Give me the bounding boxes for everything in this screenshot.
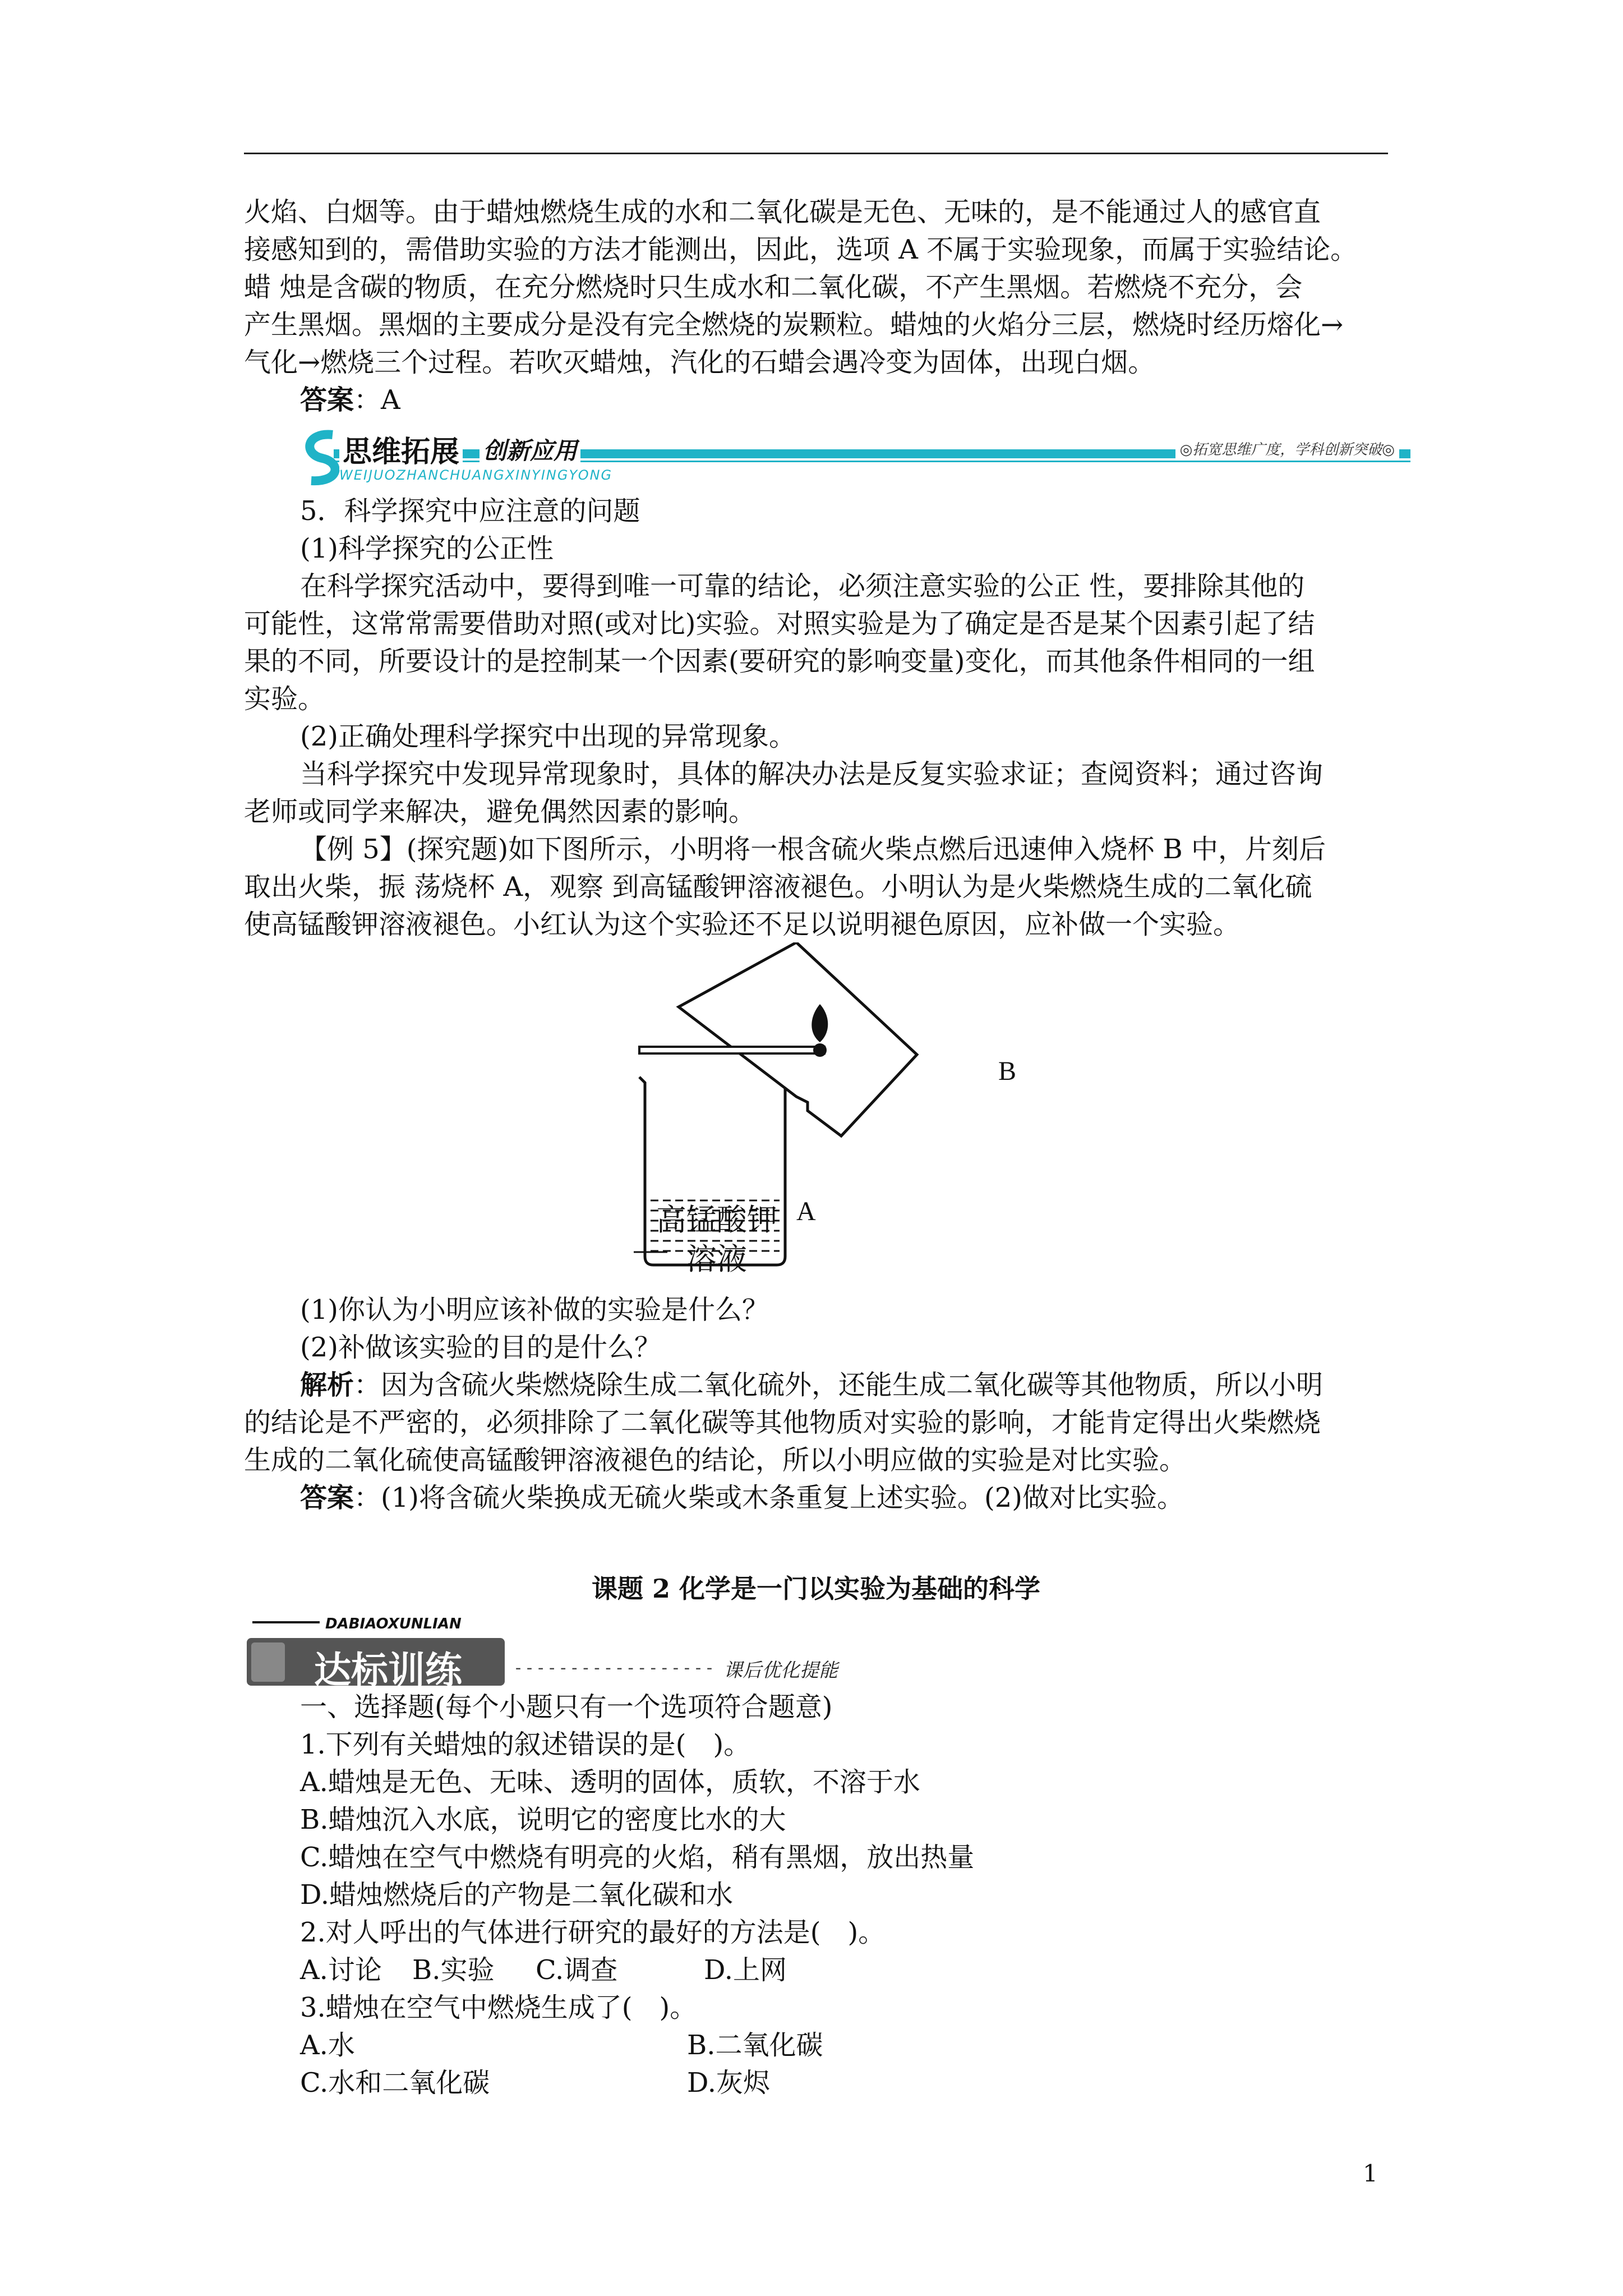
header-rule xyxy=(244,153,1388,154)
inverted-beaker-b xyxy=(679,942,917,1136)
option: D.灰烬 xyxy=(687,2067,771,2099)
text-line: 蜡 烛是含碳的物质，在充分燃烧时只生成水和二氧化碳，不产生黑烟。若燃烧不充分，会 xyxy=(244,272,1303,303)
answer-line xyxy=(244,381,1388,419)
text-line: 可能性，这常常需要借助对照(或对比)实验。对照实验是为了确定是否是某个因素引起了结 xyxy=(244,608,1315,639)
analysis-text: ：因为含硫火柴燃烧除生成二氧化硫外，还能生成二氧化碳等其他物质，所以小明 xyxy=(354,1369,1324,1401)
intro-paragraph xyxy=(244,194,1388,419)
option: D.上网 xyxy=(704,1954,787,1986)
text-line: 产生黑烟。黑烟的主要成分是没有完全燃烧的炭颗粒。蜡烛的火焰分三层，燃烧时经历熔化→ xyxy=(244,309,1344,341)
subheading: (1)科学探究的公正性 xyxy=(300,533,554,564)
page-number: 1 xyxy=(1363,2160,1378,2187)
practice-banner xyxy=(247,1616,920,1691)
match-stick xyxy=(639,1004,828,1057)
liquid-label xyxy=(656,1200,777,1279)
option: C.蜡烛在空气中燃烧有明亮的火焰，稍有黑烟，放出热量 xyxy=(300,1842,975,1873)
banner-title: 思维拓展 xyxy=(339,428,463,470)
option: A.蜡烛是无色、无味、透明的固体，质软，不溶于水 xyxy=(300,1766,920,1798)
example-5 xyxy=(244,831,1388,944)
answer-label: 答案 xyxy=(300,1482,354,1513)
answer-value: ：(1)将含硫火柴换成无硫火柴或木条重复上述实验。(2)做对比实验。 xyxy=(354,1482,1184,1513)
text-line: 的结论是不严密的，必须排除了二氧化碳等其他物质对实验的影响，才能肯定得出火柴燃烧 xyxy=(244,1407,1321,1438)
text-line: 生成的二氧化硫使高锰酸钾溶液褪色的结论，所以小明应做的实验是对比实验。 xyxy=(244,1444,1187,1476)
text-line: 在科学探究活动中，要得到唯一可靠的结论，必须注意实验的公正 性，要排除其他的 xyxy=(300,570,1305,602)
text-line: 气化→燃烧三个过程。若吹灭蜡烛，汽化的石蜡会遇冷变为固体，出现白烟。 xyxy=(244,347,1155,378)
option: B.蜡烛沉入水底，说明它的密度比水的大 xyxy=(300,1804,786,1835)
option: B.实验 xyxy=(412,1954,495,1986)
analysis-line xyxy=(244,1366,1388,1404)
banner-pinyin: WEIJUOZHANCHUANGXINYINGYONG xyxy=(339,467,613,483)
options-row xyxy=(244,1952,1388,1989)
section-5 xyxy=(244,493,1388,831)
text-line: 果的不同，所要设计的是控制某一个因素(要研究的影响变量)变化，而其他条件相同的一组 xyxy=(244,646,1315,677)
question-stem: 2.对人呼出的气体进行研究的最好的方法是( )。 xyxy=(300,1917,886,1948)
banner-subtitle: 创新应用 xyxy=(479,432,580,466)
text-line: 取出火柴，振 荡烧杯 A，观察 到高锰酸钾溶液褪色。小明认为是火柴燃烧生成的二氧化硫 xyxy=(244,871,1312,903)
label-a: A xyxy=(796,1197,816,1226)
practice-banner-pinyin: DABIAOXUNLIAN xyxy=(325,1616,462,1632)
answer-label: 答案 xyxy=(300,384,354,416)
exercises xyxy=(244,1688,1388,2102)
question-2: (2)补做该实验的目的是什么？ xyxy=(300,1332,661,1363)
practice-banner-subtitle: 课后优化提能 xyxy=(723,1659,838,1682)
banner-slogan: ◎拓宽思维广度，学科创新突破◎ xyxy=(1175,438,1399,459)
thinking-expansion-banner xyxy=(300,424,1416,488)
option: C.水和二氧化碳 xyxy=(300,2067,490,2099)
option: D.蜡烛燃烧后的产物是二氧化碳和水 xyxy=(300,1879,734,1911)
option: C.调查 xyxy=(536,1954,618,1986)
subheading: (2)正确处理科学探究中出现的异常现象。 xyxy=(300,721,796,752)
text-line: 老师或同学来解决，避免偶然因素的影响。 xyxy=(244,796,756,827)
exercise-heading: 一、选择题(每个小题只有一个选项符合题意) xyxy=(300,1691,833,1723)
option: A.讨论 xyxy=(300,1954,382,1986)
text-line: 接感知到的，需借助实验的方法才能测出，因此，选项 A 不属于实验现象，而属于实验结论。 xyxy=(244,234,1358,265)
text-line: 【例 5】(探究题)如下图所示，小明将一根含硫火柴点燃后迅速伸入烧杯 B 中，片刻后 xyxy=(300,834,1326,865)
text-line: 使高锰酸钾溶液褪色。小红认为这个实验还不足以说明褪色原因，应补做一个实验。 xyxy=(244,909,1241,940)
text-line: 火焰、白烟等。由于蜡烛燃烧生成的水和二氧化碳是无色、无味的，是不能通过人的感官直 xyxy=(244,196,1321,228)
section-heading: 5．科学探究中应注意的问题 xyxy=(300,495,640,527)
example-5-questions xyxy=(244,1291,1388,1517)
liquid-label-line2: 溶液 xyxy=(686,1241,747,1277)
options-row xyxy=(244,2027,1388,2064)
text-line: 当科学探究中发现异常现象时，具体的解决办法是反复实验求证；查阅资料；通过咨询 xyxy=(300,758,1324,790)
text-line: 实验。 xyxy=(244,683,325,715)
practice-banner-title: 达标训练 xyxy=(314,1649,462,1692)
option: A.水 xyxy=(300,2030,355,2061)
options-row xyxy=(244,2064,1388,2102)
practice-banner-dashes: ------------------ xyxy=(513,1658,716,1678)
question-stem: 1.下列有关蜡烛的叙述错误的是( )。 xyxy=(300,1729,751,1760)
lesson-title: 课题 2 化学是一门以实验为基础的科学 xyxy=(591,1573,1041,1604)
question-1: (1)你认为小明应该补做的实验是什么？ xyxy=(300,1294,769,1326)
label-b: B xyxy=(998,1056,1017,1086)
analysis-label: 解析 xyxy=(300,1369,354,1401)
answer-line xyxy=(244,1479,1388,1517)
option: B.二氧化碳 xyxy=(687,2030,823,2061)
question-stem: 3.蜡烛在空气中燃烧生成了( )。 xyxy=(300,1992,697,2023)
answer-value: ：A xyxy=(354,384,400,416)
liquid-label-line1: 高锰酸钾 xyxy=(656,1202,777,1237)
